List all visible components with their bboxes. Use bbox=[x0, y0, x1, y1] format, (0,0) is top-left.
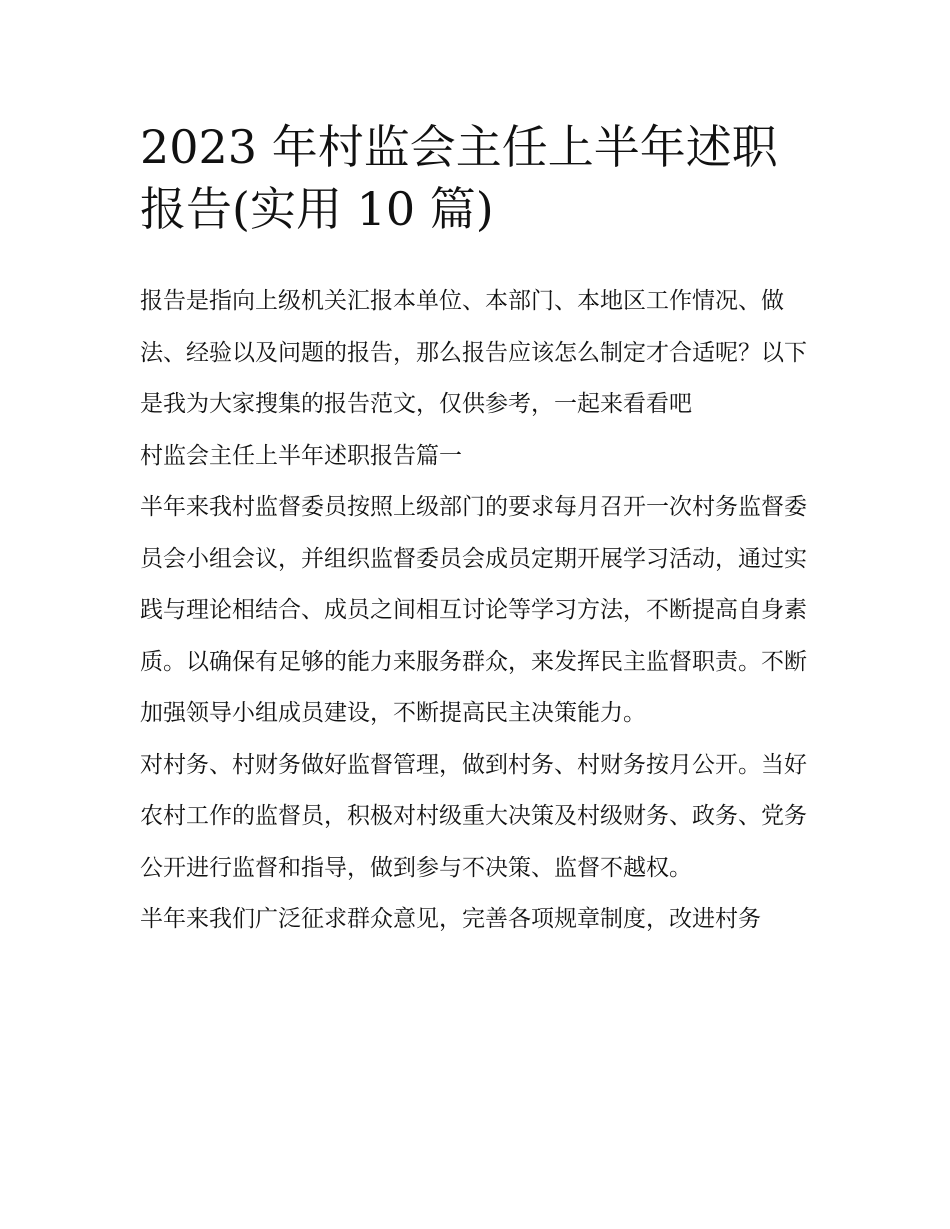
section-heading: 村监会主任上半年述职报告篇一 bbox=[140, 442, 462, 469]
body-paragraph: 半年来我村监督委员按照上级部门的要求每月召开一次村务监督委员会小组会议，并组织监督委员会成员定期开展学习活动，通过实践与理论相结合、成员之间相互讨论等学习方法，不断提高自身素质。以确保有足够的能力来服务群众，来发挥民主监督职责。不断加强领导小组成员建设，不断提高民主决策能力。 bbox=[140, 494, 807, 726]
document-title-line-2: 报告(实用 10 篇) bbox=[140, 182, 494, 236]
body-paragraph: 半年来我们广泛征求群众意见，完善各项规章制度，改进村务 bbox=[140, 906, 761, 932]
body-paragraph: 对村务、村财务做好监督管理，做到村务、村财务按月公开。当好农村工作的监督员，积极对村级重大决策及村级财务、政务、党务公开进行监督和指导，做到参与不决策、监督不越权。 bbox=[140, 751, 807, 881]
intro-paragraph: 报告是指向上级机关汇报本单位、本部门、本地区工作情况、做法、经验以及问题的报告，那么报告应该怎么制定才合适呢？以下是我为大家搜集的报告范文，仅供参考，一起来看看吧 bbox=[140, 288, 807, 417]
document-title bbox=[140, 116, 820, 240]
document-body bbox=[140, 276, 820, 946]
document-title-line-1: 2023 年村监会主任上半年述职 bbox=[140, 120, 778, 174]
